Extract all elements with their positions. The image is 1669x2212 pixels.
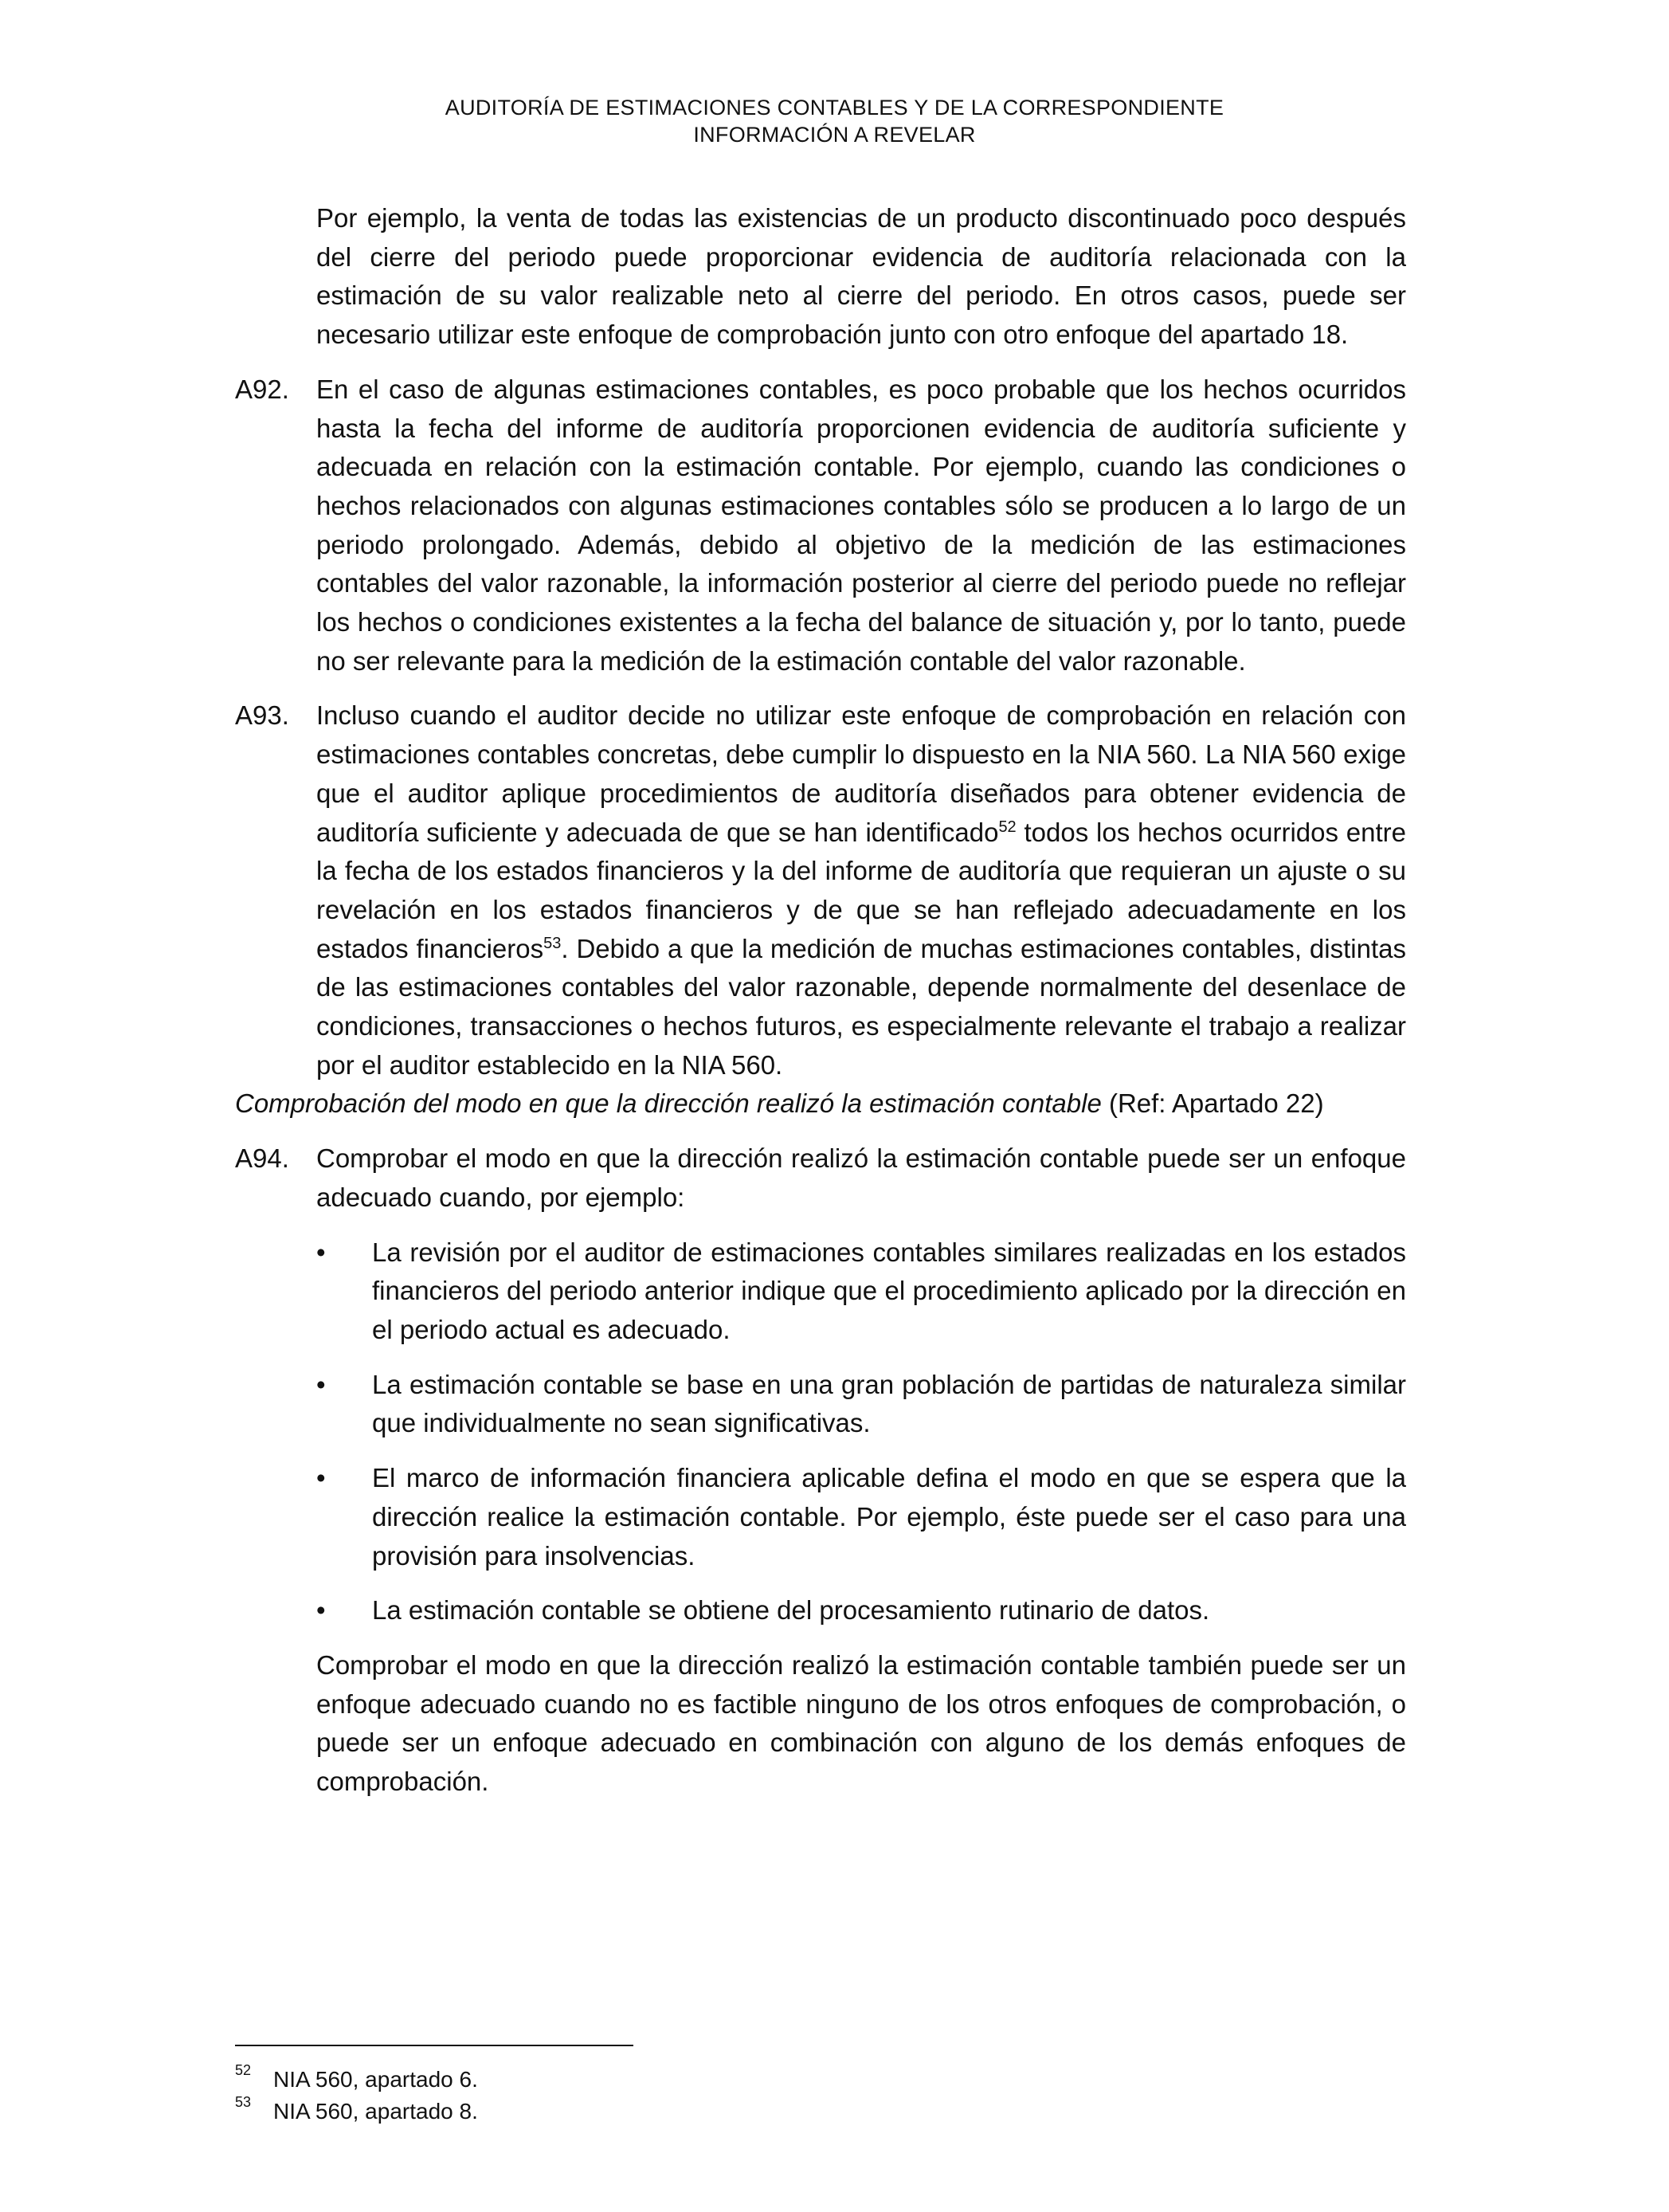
list-item-text: La estimación contable se base en una gran población de partidas de naturaleza similar que individualmente no sean significativas. (372, 1369, 1406, 1438)
paragraph-number: A94. (235, 1143, 289, 1174)
subheading-reference: (Ref: Apartado 22) (1101, 1088, 1324, 1119)
footnotes (235, 2064, 478, 2128)
closing-paragraph: Comprobar el modo en que la dirección realizó la estimación contable también puede ser un enfoque adecuado cuando no es factible ninguno de los otros enfoques de comprobación, o puede ser un enfoque adecuado en combinación con alguno de los demás enfoques de comprobación. (316, 1649, 1406, 1797)
bullet-icon: • (316, 1595, 326, 1626)
footnote-53: 53 NIA 560, apartado 8. (235, 2094, 478, 2124)
footnote-text: NIA 560, apartado 8. (273, 2099, 478, 2124)
paragraph-a94 (235, 1139, 1406, 1217)
list-item-text: La revisión por el auditor de estimaciones contables similares realizadas en los estados financieros del periodo anterior indique que el procedimiento aplicado por la dirección en el periodo actual es adecuado. (372, 1237, 1406, 1344)
text-segment: . Debido a que la medición de muchas estimaciones contables, distintas de las estimaciones contables del valor razonable, depende normalmente del desenlace de condiciones, transacciones o hechos futuros, es especialmente relevante el trabajo a realizar por el auditor establecido en la NIA 560. (316, 933, 1406, 1080)
bullet-icon: • (316, 1237, 326, 1267)
list-item (316, 1591, 1406, 1630)
text-segment: todos los hechos ocurridos entre la fecha de los estados financieros y la del informe de auditoría que requieran un ajuste o su revelación en los estados financieros y de que se han reflejado adecuadamente en los estados financieros (316, 817, 1407, 963)
list-item (316, 1366, 1406, 1443)
bullet-list (235, 1233, 1406, 1630)
paragraph-number: A92. (235, 374, 289, 404)
paragraph-text: En el caso de algunas estimaciones contables, es poco probable que los hechos ocurridos hasta la fecha del informe de auditoría proporcionen evidencia de auditoría suficiente y adecuada en relación con la estimación contable. Por ejemplo, cuando las condiciones o hechos relacionados con algunas estimaciones contables sólo se producen a lo largo de un periodo prolongado. Además, debido al objetivo de la medición de las estimaciones contables del valor razonable, la información posterior al cierre del periodo puede no reflejar los hechos o condiciones existentes a la fecha del balance de situación y, por lo tanto, puede no ser relevante para la medición de la estimación contable del valor razonable. (316, 374, 1406, 676)
bullet-icon: • (316, 1463, 326, 1493)
running-header (0, 94, 1669, 148)
footnote-text: NIA 560, apartado 6. (273, 2067, 478, 2092)
intro-paragraph: Por ejemplo, la venta de todas las existencias de un producto discontinuado poco después del cierre del periodo puede proporcionar evidencia de auditoría relacionada con la estimación de su valor realizable neto al cierre del periodo. En otros casos, puede ser necesario utilizar este enfoque de comprobación junto con otro enfoque del apartado 18. (316, 203, 1406, 350)
header-line-1: AUDITORÍA DE ESTIMACIONES CONTABLES Y DE LA CORRESPONDIENTE (445, 96, 1224, 120)
paragraph-number: A93. (235, 700, 289, 731)
header-line-2: INFORMACIÓN A REVELAR (693, 123, 976, 147)
paragraph-text (316, 696, 1406, 1084)
footnote-ref-52[interactable]: 52 (998, 818, 1017, 836)
list-item-text: La estimación contable se obtiene del procesamiento rutinario de datos. (372, 1595, 1210, 1626)
paragraph-text: Comprobar el modo en que la dirección realizó la estimación contable puede ser un enfoque adecuado cuando, por ejemplo: (316, 1143, 1406, 1212)
footnote-divider (235, 2045, 633, 2046)
paragraph-a93 (235, 696, 1406, 1084)
footnote-ref-53[interactable]: 53 (543, 934, 562, 952)
text-segment: Incluso cuando el auditor decide no utilizar este enfoque de comprobación en relación con estimaciones contables concretas, debe cumplir lo dispuesto en la NIA 560. La NIA 560 exige que el auditor aplique procedimientos de auditoría diseñados para obtener evidencia de auditoría suficiente y adecuada de que se han identificado (316, 700, 1406, 847)
section-subheading (235, 1084, 1406, 1124)
bullet-icon: • (316, 1369, 326, 1399)
footnote-52: 52 NIA 560, apartado 6. (235, 2062, 478, 2092)
body-text (235, 199, 1406, 1802)
list-item-text: El marco de información financiera aplicable defina el modo en que se espera que la dirección realice la estimación contable. Por ejemplo, éste puede ser el caso para una provisión para insolvencias. (372, 1463, 1406, 1571)
list-item (316, 1233, 1406, 1350)
paragraph-a92 (235, 371, 1406, 681)
subheading-title: Comprobación del modo en que la dirección realizó la estimación contable (235, 1088, 1102, 1119)
list-item (316, 1459, 1406, 1575)
